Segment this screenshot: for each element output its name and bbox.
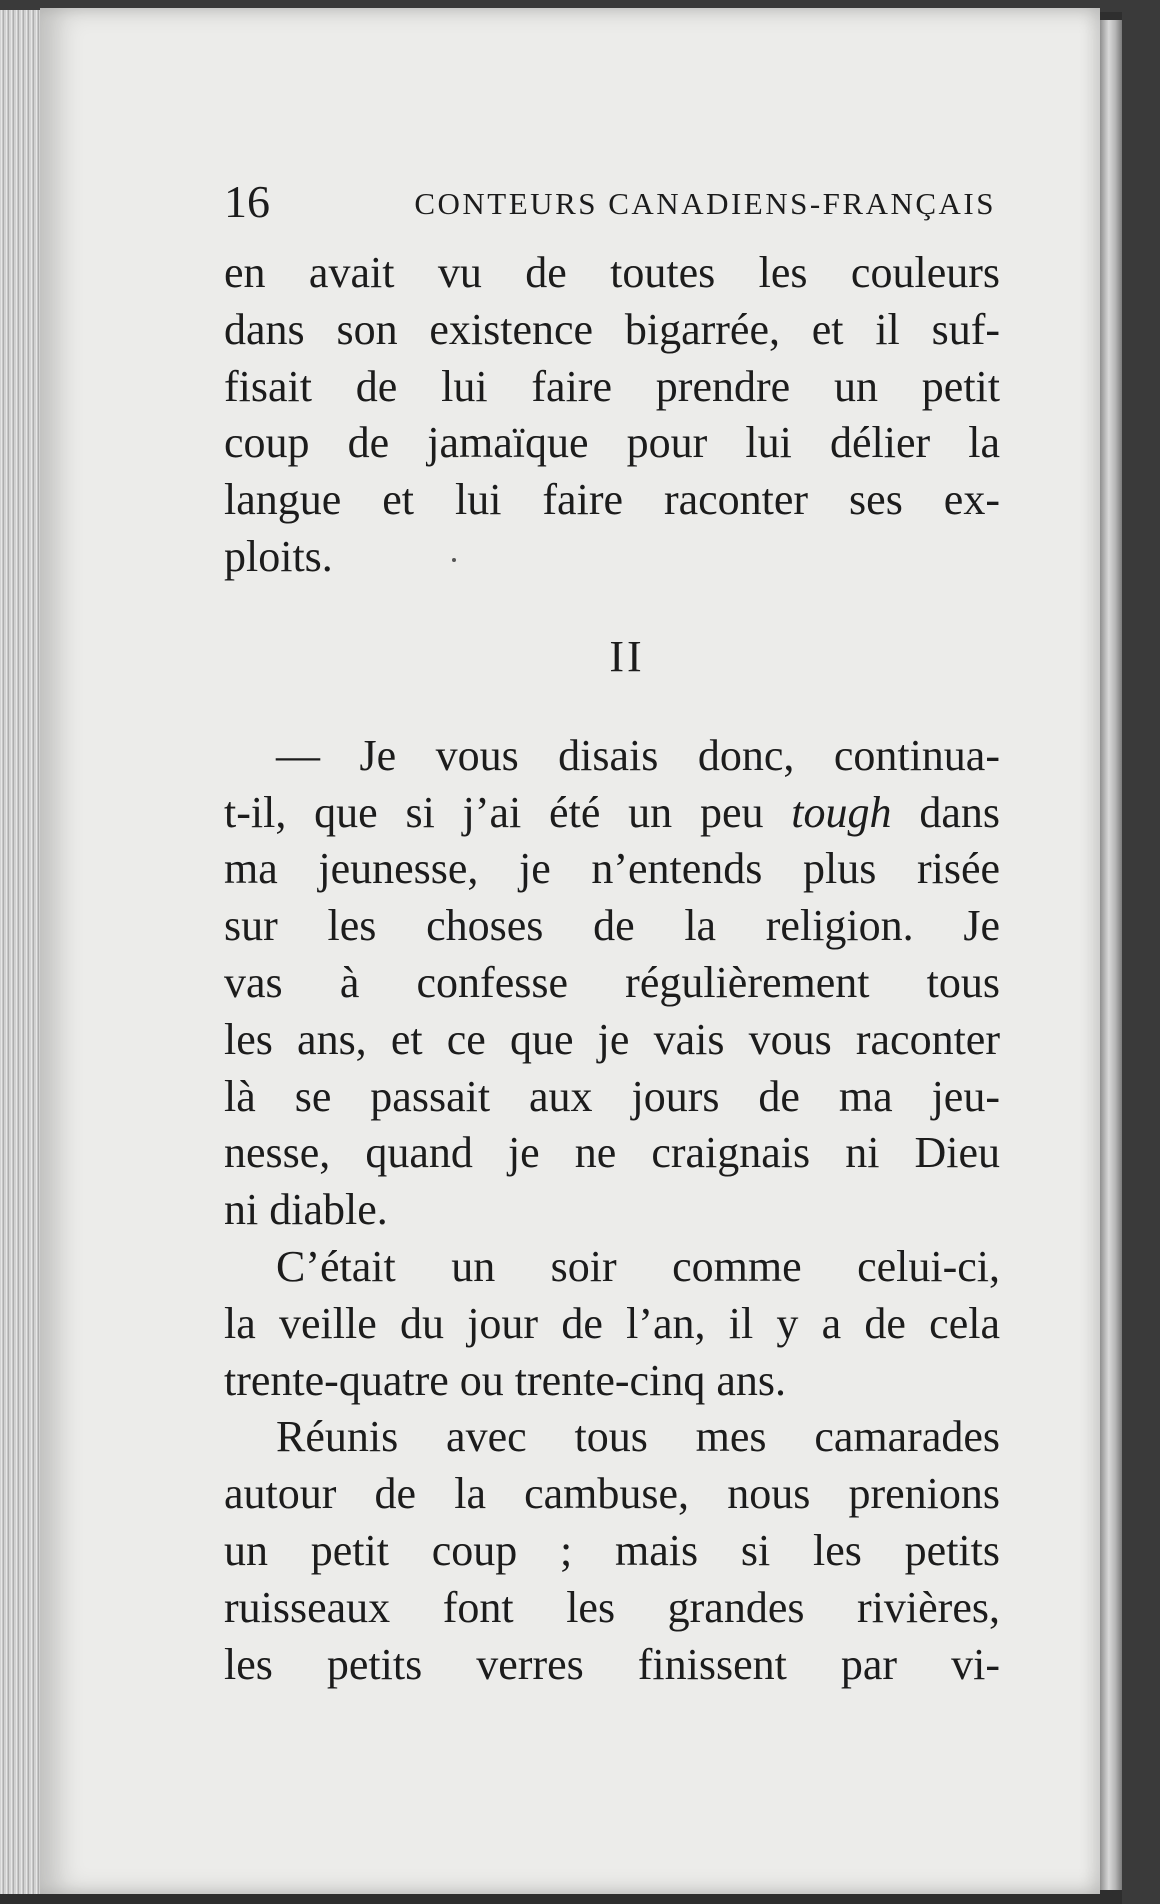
text-line: C’était un soir comme celui-ci,	[276, 1241, 1000, 1291]
running-title: CONTEURS CANADIENS-FRANÇAIS	[414, 186, 996, 221]
page-number: 16	[224, 176, 270, 227]
text-line: là se passait aux jours de ma jeu-	[224, 1071, 1000, 1121]
text-line: ruisseaux font les grandes rivières,	[224, 1582, 1000, 1632]
italic-word: tough	[791, 787, 892, 837]
text-line: ni diable.	[224, 1185, 388, 1235]
running-head	[224, 172, 996, 232]
text-line: ma jeunesse, je n’entends plus risée	[224, 844, 1000, 894]
text-line: coup de jamaïque pour lui délier la	[224, 418, 1000, 468]
text-line: langue et lui faire raconter ses ex-	[224, 475, 1000, 525]
text-line: en avait vu de toutes les couleurs	[224, 248, 1000, 297]
text-line: nesse, quand je ne craignais ni Dieu	[224, 1128, 1000, 1178]
text-line	[224, 785, 1000, 842]
text-line: les petits verres finissent par vi-	[224, 1639, 1000, 1689]
cover-edge	[1122, 0, 1160, 1904]
text-line: vas à confesse régulièrement tous	[224, 957, 1000, 1007]
body-text	[224, 245, 1000, 1693]
text-line: Réunis avec tous mes camarades	[276, 1412, 1000, 1462]
text-line: trente-quatre ou trente-cinq ans.	[224, 1355, 786, 1405]
line-segment: dans	[891, 787, 1000, 837]
text-line: sur les choses de la religion. Je	[224, 901, 1000, 951]
section-numeral: II	[609, 631, 645, 681]
text-line: — Je vous disais donc, continua-	[276, 730, 1000, 780]
text-line: dans son existence bigarrée, et il suf-	[224, 304, 1000, 354]
page-edges-right	[1100, 20, 1122, 1890]
text-line: autour de la cambuse, nous prenions	[224, 1469, 1000, 1519]
line-segment: t-il, que si j’ai été un peu	[224, 787, 792, 837]
text-line: ploits.	[224, 531, 333, 581]
text-line: un petit coup ; mais si les petits	[224, 1525, 1000, 1575]
text-line: fisait de lui faire prendre un petit	[224, 361, 1000, 411]
text-line: la veille du jour de l’an, il y a de cela	[224, 1298, 1000, 1348]
text-line: les ans, et ce que je vais vous raconter	[224, 1014, 1000, 1064]
